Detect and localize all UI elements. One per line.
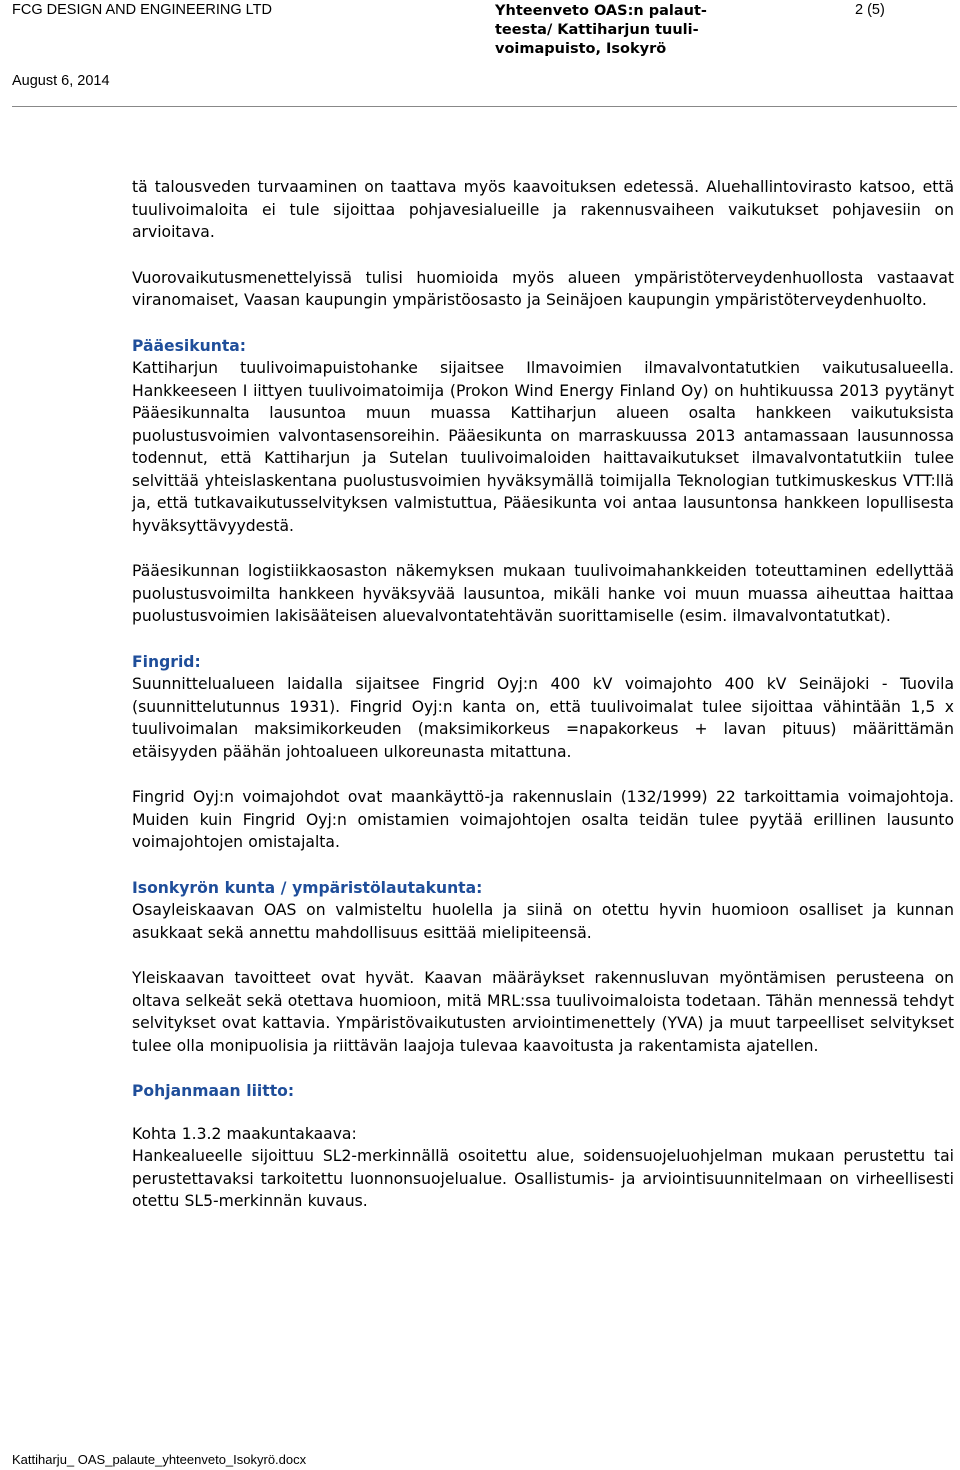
section-heading: Pohjanmaan liitto: bbox=[132, 1082, 295, 1100]
paragraph: Vuorovaikutusmenettelyissä tulisi huomioida myös alueen ympäristöterveydenhuollosta vastaavat viranomaiset, Vaasan kaupungin ympäristöosasto ja Seinäjoen kaupungin ympäristöterveydenhuolto. bbox=[132, 268, 954, 309]
section-heading: Isonkyrön kunta / ympäristölautakunta: bbox=[132, 878, 483, 897]
document-body bbox=[132, 176, 954, 1236]
page-number: 2 (5) bbox=[855, 2, 885, 18]
section-heading: Pääesikunta: bbox=[132, 336, 247, 355]
paragraph: tä talousveden turvaaminen on taattava myös kaavoituksen edetessä. Aluehallintovirasto katsoo, että tuulivoimaloita ei tule sijoittaa pohjavesialueille ja rakennusvaiheen vaikutukset pohjavesiin on arvioitava. bbox=[132, 178, 954, 241]
footer-filename: Kattiharju_ OAS_palaute_yhteenveto_Isokyrö.docx bbox=[12, 1452, 307, 1467]
paragraph: Yleiskaavan tavoitteet ovat hyvät. Kaavan määräykset rakennusluvan myöntämisen perusteena on oltava selkeät sekä otettava huomioon, mitä MRL:ssa tuulivoimaloista todetaan. Tähän mennessä tehdyt selvitykset ovat kattavia. Ympäristövaikutusten arviointimenettely (YVA) ja muut tarpeelliset selvitykset tulee olla monipuolisia ja riittävän laajoja tulevaa kaavoitusta ja rakentamista ajatellen. bbox=[132, 969, 954, 1055]
document-title: Yhteenveto OAS:n palaut-teesta/ Kattiharjun tuuli-voimapuisto, Isokyrö bbox=[495, 3, 707, 57]
company-name: FCG DESIGN AND ENGINEERING LTD bbox=[12, 2, 272, 18]
paragraph: Pääesikunnan logistiikkaosaston näkemyksen mukaan tuulivoimahankkeiden toteuttaminen edellyttää puolustusvoimilta hankkeen hyväksyvää lausuntoa, mikäli hanke voi muun muassa aiheuttaa haittaa puolustusvoimien lakisääteisen aluevalvontatehtävän suorittamiselle (esim. ilmavalvontatutkat). bbox=[132, 562, 954, 625]
paragraph: Hankealueelle sijoittuu SL2-merkinnällä osoitettu alue, soidensuojeluohjelman mukaan perustettu tai perustettavaksi tarkoitettu luonnonsuojelualue. Osallistumis- ja arviointisuunnitelmaan on virheellisesti otettu SL5-merkinnän kuvaus. bbox=[132, 1147, 954, 1210]
paragraph: Kohta 1.3.2 maakuntakaava: bbox=[132, 1124, 357, 1143]
header-divider bbox=[12, 106, 957, 107]
paragraph: Suunnittelualueen laidalla sijaitsee Fingrid Oyj:n 400 kV voimajohto 400 kV Seinäjoki - Tuovila (suunnittelutunnus 1931). Fingrid Oyj:n kanta on, että tuulivoimalat tulee sijoittaa vähintään 1,5 x tuulivoimalan maksimikorkeuden (maksimikorkeus =napakorkeus + lavan pituus) määrittämän etäisyyden päähän johtoalueen ulkoreunasta mitattuna. bbox=[132, 675, 954, 761]
paragraph: Kattiharjun tuulivoimapuistohanke sijaitsee Ilmavoimien ilmavalvontatutkien vaikutusalueella. Hankkeeseen I iittyen tuulivoimatoimija (Prokon Wind Energy Finland Oy) on huhtikuussa 2013 pyytänyt Pääesikunnalta lausuntoa muun muassa Kattiharjun alueen osalta hankkeen vaikutuksista puolustusvoimien valvontasensoreihin. Pääesikunta on marraskuussa 2013 antamassaan lausunnossa todennut, että Kattiharjun ja Sutelan tuulivoimaloiden haittavaikutukset ilmavalvontatutkiin tulee selvittää yhteislaskentana puolustusvoimien hyväksymällä toimijalla Teknologian tutkimuskeskus VTT:llä ja, että tutkavaikutusselvityksen valmistuttua, Pääesikunta voi antaa lausuntonsa hankkeen lopullisesta hyväksyttävyydestä. bbox=[132, 359, 954, 535]
section-heading: Fingrid: bbox=[132, 652, 201, 671]
paragraph: Fingrid Oyj:n voimajohdot ovat maankäyttö-ja rakennuslain (132/1999) 22 tarkoittamia voimajohtoja. Muiden kuin Fingrid Oyj:n omistamien voimajohtojen osalta teidän tulee pyytää erillinen lausunto voimajohtojen omistajalta. bbox=[132, 788, 954, 851]
document-date: August 6, 2014 bbox=[12, 73, 110, 89]
paragraph: Osayleiskaavan OAS on valmisteltu huolella ja siinä on otettu hyvin huomioon osalliset ja kunnan asukkaat sekä annettu mahdollisuus esittää mielipiteensä. bbox=[132, 901, 954, 942]
